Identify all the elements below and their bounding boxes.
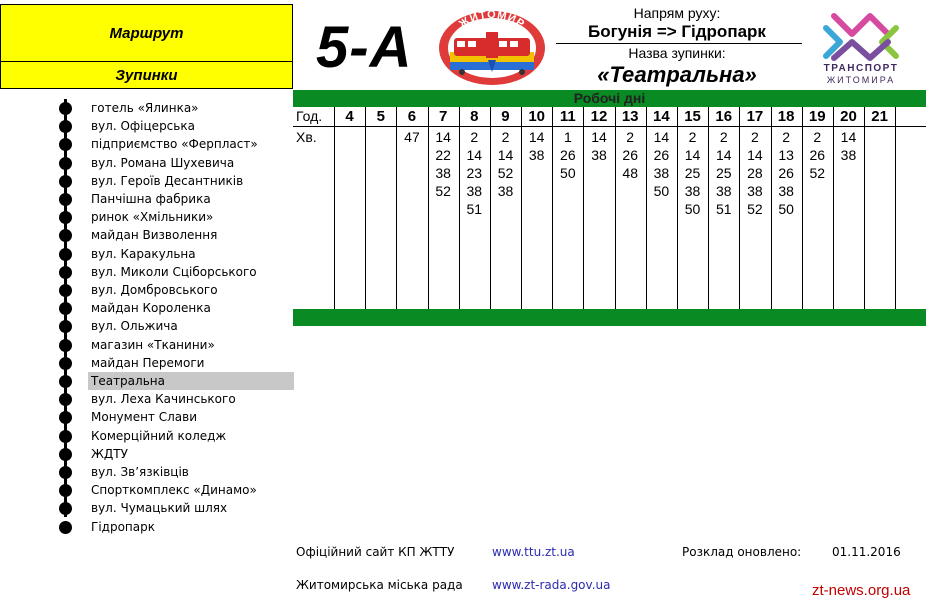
stop-item-current: Театральна <box>88 372 294 390</box>
stop-item: ринок «Хмільники» <box>91 210 214 225</box>
hour-header: 15 <box>684 108 701 125</box>
council-label: Житомирська міська рада <box>296 578 463 592</box>
transport-logo-icon <box>806 6 916 86</box>
emblem-text: ЖИТОМИР <box>457 8 528 31</box>
departure-minute: 38 <box>840 147 857 163</box>
stop-dot <box>59 248 72 261</box>
departure-minute: 26 <box>653 147 670 163</box>
departure-minute: 50 <box>684 201 701 217</box>
stop-item: вул. Ольжича <box>91 319 178 334</box>
stop-dot <box>59 157 72 170</box>
zhytomyr-emblem-icon <box>436 8 548 88</box>
stop-item: майдан Перемоги <box>91 355 205 370</box>
departure-minute: 38 <box>435 165 451 181</box>
stop-item: вул. Леха Качинського <box>91 392 236 407</box>
departure-minute: 51 <box>715 201 732 217</box>
departure-minute: 52 <box>809 165 826 181</box>
departure-minute: 52 <box>435 183 451 199</box>
stop-dot <box>59 430 72 443</box>
hour-header: 18 <box>777 108 795 125</box>
departure-minute: 47 <box>404 129 420 145</box>
hour-header: 16 <box>715 108 733 125</box>
hour-header: 17 <box>746 108 764 125</box>
departure-minute: 2 <box>688 129 697 145</box>
stop-dot <box>59 175 72 188</box>
stop-item: майдан Короленка <box>91 301 211 316</box>
stop-item: майдан Визволення <box>91 228 218 243</box>
stop-item: Монумент Слави <box>91 410 198 425</box>
stop-dot <box>59 138 72 151</box>
departure-minute: 14 <box>497 147 514 163</box>
stop-item: вул. Героїв Десантників <box>91 173 244 188</box>
stop-item: Панчішна фабрика <box>91 192 211 206</box>
council-link[interactable]: www.zt-rada.gov.ua <box>492 578 611 592</box>
departure-minute: 2 <box>751 129 759 145</box>
timetable-footer-band <box>293 309 926 326</box>
stop-item: Комерційний коледж <box>91 428 227 443</box>
direction-caption: Напрям руху: <box>633 5 721 21</box>
departure-minute: 26 <box>809 147 826 163</box>
stop-item: Спорткомплекс «Динамо» <box>91 483 257 498</box>
hour-header: 8 <box>470 108 479 125</box>
stop-dot <box>59 466 72 479</box>
updated-label: Розклад оновлено: <box>682 545 802 559</box>
departure-minute: 52 <box>497 165 514 181</box>
departure-minute: 38 <box>747 183 763 199</box>
stop-name-title: «Театральна» <box>597 62 757 87</box>
departure-minute: 2 <box>626 129 635 145</box>
stop-dot <box>59 375 72 388</box>
stop-dot <box>59 521 72 534</box>
departure-minute: 14 <box>684 147 701 163</box>
hour-header: 20 <box>840 108 857 125</box>
minute-row-label: Хв. <box>296 129 317 145</box>
stop-caption: Назва зупинки: <box>628 45 726 61</box>
hour-row-label: Год. <box>296 108 323 124</box>
column-separator <box>365 107 366 309</box>
logo-text-transport: ТРАНСПОРТ <box>823 63 899 74</box>
departure-minute: 2 <box>719 129 728 145</box>
stop-dot <box>59 339 72 352</box>
stop-dot <box>59 357 72 370</box>
stop-item: готель «Ялинка» <box>91 101 199 115</box>
departure-minute: 25 <box>715 165 732 181</box>
hour-row-divider <box>293 126 926 127</box>
stop-item: вул. Миколи Сціборського <box>91 264 257 279</box>
departure-minute: 38 <box>684 183 701 199</box>
stop-item: вул. Офіцерська <box>91 119 195 134</box>
stop-dot <box>59 266 72 279</box>
departure-minute: 38 <box>466 183 483 199</box>
hour-header: 21 <box>871 108 888 125</box>
stops-caption: Зупинки <box>0 61 293 89</box>
site-link[interactable]: www.ttu.zt.ua <box>492 545 575 559</box>
stop-item: магазин «Тканини» <box>91 337 215 352</box>
departure-minute: 2 <box>470 129 479 145</box>
stop-item: вул. Чумацький шлях <box>91 501 228 516</box>
departure-minute: 38 <box>715 183 732 199</box>
departure-minute: 50 <box>778 201 794 217</box>
departure-minute: 14 <box>840 129 857 145</box>
departure-minute: 38 <box>591 147 607 163</box>
hour-header: 12 <box>590 108 608 125</box>
hour-header: 4 <box>345 108 354 125</box>
site-label: Офіційний сайт КП ЖТТУ <box>296 545 455 559</box>
stop-item: Гідропарк <box>91 519 155 534</box>
stop-dot <box>59 411 72 424</box>
departure-minute: 26 <box>622 147 638 163</box>
hour-header: 5 <box>376 108 385 125</box>
watermark: zt-news.org.ua <box>812 582 911 599</box>
departure-minute: 14 <box>591 129 607 145</box>
stop-item: ЖДТУ <box>91 446 128 461</box>
stop-dot <box>59 229 72 242</box>
hour-header: 11 <box>559 108 576 125</box>
departure-minute: 52 <box>747 201 763 217</box>
departure-minute: 28 <box>747 165 763 181</box>
departure-minute: 14 <box>435 129 451 145</box>
departure-minute: 2 <box>501 129 510 145</box>
departure-minute: 48 <box>622 165 638 181</box>
timetable-title: Робочі дні <box>573 90 646 106</box>
stop-dot <box>59 284 72 297</box>
stop-dot <box>59 211 72 224</box>
stop-dot <box>59 193 72 206</box>
header-divider <box>556 43 802 44</box>
stop-dot <box>59 120 72 133</box>
departure-minute: 38 <box>497 183 514 199</box>
hour-header: 19 <box>808 108 826 125</box>
updated-date: 01.11.2016 <box>832 545 901 559</box>
hour-header: 6 <box>407 108 417 125</box>
departure-minute: 14 <box>528 129 545 145</box>
departure-minute: 26 <box>560 147 576 163</box>
stop-item: вул. Зв’язківців <box>91 465 189 479</box>
hour-header: 7 <box>438 108 448 125</box>
stop-dot <box>59 393 72 406</box>
departure-minute: 14 <box>653 129 670 145</box>
departure-minute: 22 <box>435 147 451 163</box>
departure-minute: 2 <box>782 129 790 145</box>
hour-header: 14 <box>653 108 670 125</box>
hour-header: 10 <box>528 108 545 125</box>
stop-dot <box>59 502 72 515</box>
stop-item: підприємство «Ферпласт» <box>91 137 258 152</box>
stop-item: вул. Домбровського <box>91 283 218 297</box>
column-separator <box>864 107 865 309</box>
departure-minute: 1 <box>563 129 572 145</box>
departure-minute: 26 <box>778 165 794 181</box>
hour-header: 9 <box>501 108 510 125</box>
stop-dot <box>59 448 72 461</box>
stop-dot <box>59 102 72 115</box>
departure-minute: 51 <box>466 201 483 217</box>
departure-minute: 14 <box>747 147 763 163</box>
logo-text-city: ЖИТОМИРА <box>826 75 896 85</box>
direction-value: Богунія => Гідропарк <box>588 22 766 41</box>
stop-dot <box>59 302 72 315</box>
column-separator <box>895 107 896 309</box>
departure-minute: 13 <box>778 147 794 163</box>
departure-minute: 14 <box>466 147 483 163</box>
departure-minute: 25 <box>684 165 701 181</box>
stop-dot <box>59 484 72 497</box>
departure-minute: 50 <box>653 183 670 199</box>
departure-minute: 38 <box>778 183 794 199</box>
departure-minute: 50 <box>560 165 576 181</box>
departure-minute: 23 <box>466 165 483 181</box>
departure-minute: 38 <box>653 165 670 181</box>
departure-minute: 14 <box>715 147 732 163</box>
column-separator <box>334 107 335 309</box>
stop-item: вул. Романа Шухевича <box>91 155 235 170</box>
route-caption: Маршрут <box>0 4 293 62</box>
departure-minute: 2 <box>813 129 822 145</box>
stop-item: вул. Каракульна <box>91 246 196 261</box>
stop-dot <box>59 320 72 333</box>
hour-header: 13 <box>621 108 639 125</box>
route-number: 5-А <box>316 15 413 80</box>
departure-minute: 38 <box>528 147 545 163</box>
